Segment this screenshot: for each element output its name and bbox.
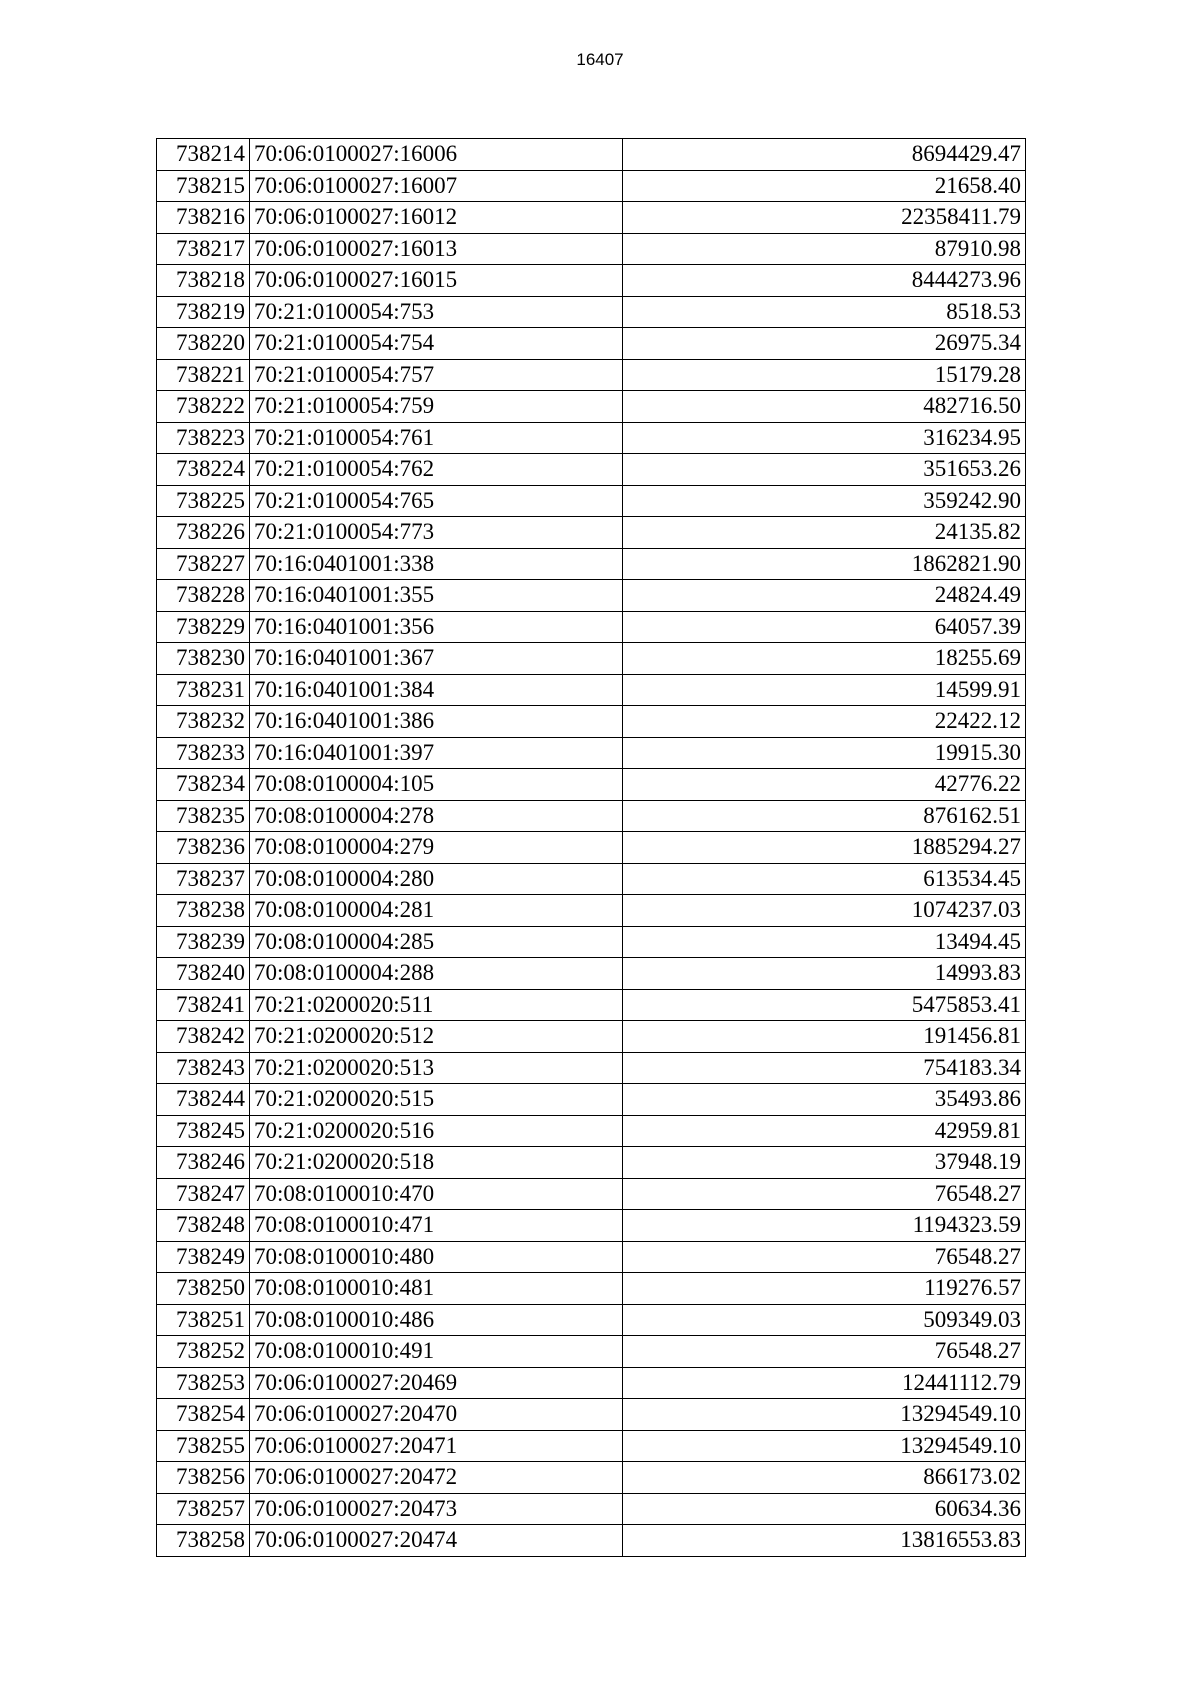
cadastral-number-cell: 70:08:0100004:280 bbox=[250, 863, 623, 895]
cadastral-number-cell: 70:16:0401001:386 bbox=[250, 706, 623, 738]
row-number-cell: 738215 bbox=[157, 170, 250, 202]
page-number: 16407 bbox=[576, 50, 624, 69]
table-row bbox=[157, 895, 1026, 927]
row-number-cell: 738228 bbox=[157, 580, 250, 612]
cadastral-number-cell: 70:08:0100010:486 bbox=[250, 1304, 623, 1336]
table-row bbox=[157, 1241, 1026, 1273]
table-row bbox=[157, 958, 1026, 990]
row-number-cell: 738221 bbox=[157, 359, 250, 391]
cadastral-value-cell: 13294549.10 bbox=[623, 1430, 1026, 1462]
cadastral-number-cell: 70:21:0200020:511 bbox=[250, 989, 623, 1021]
row-number-cell: 738218 bbox=[157, 265, 250, 297]
cadastral-number-cell: 70:21:0100054:762 bbox=[250, 454, 623, 486]
cadastral-number-cell: 70:21:0200020:512 bbox=[250, 1021, 623, 1053]
cadastral-value-cell: 42959.81 bbox=[623, 1115, 1026, 1147]
table-row bbox=[157, 1147, 1026, 1179]
table-row bbox=[157, 359, 1026, 391]
cadastral-value-cell: 876162.51 bbox=[623, 800, 1026, 832]
cadastral-number-cell: 70:06:0100027:20472 bbox=[250, 1462, 623, 1494]
row-number-cell: 738235 bbox=[157, 800, 250, 832]
table-row bbox=[157, 580, 1026, 612]
row-number-cell: 738233 bbox=[157, 737, 250, 769]
cadastral-number-cell: 70:06:0100027:16006 bbox=[250, 139, 623, 171]
table-row bbox=[157, 611, 1026, 643]
table-row bbox=[157, 989, 1026, 1021]
row-number-cell: 738227 bbox=[157, 548, 250, 580]
row-number-cell: 738239 bbox=[157, 926, 250, 958]
cadastral-number-cell: 70:06:0100027:20471 bbox=[250, 1430, 623, 1462]
cadastral-value-cell: 87910.98 bbox=[623, 233, 1026, 265]
row-number-cell: 738225 bbox=[157, 485, 250, 517]
cadastral-number-cell: 70:06:0100027:16012 bbox=[250, 202, 623, 234]
cadastral-number-cell: 70:08:0100010:491 bbox=[250, 1336, 623, 1368]
table-row bbox=[157, 517, 1026, 549]
row-number-cell: 738216 bbox=[157, 202, 250, 234]
table-row bbox=[157, 1084, 1026, 1116]
cadastral-value-cell: 13294549.10 bbox=[623, 1399, 1026, 1431]
cadastral-value-cell: 8694429.47 bbox=[623, 139, 1026, 171]
cadastral-number-cell: 70:06:0100027:20473 bbox=[250, 1493, 623, 1525]
cadastral-number-cell: 70:08:0100004:279 bbox=[250, 832, 623, 864]
cadastral-number-cell: 70:21:0100054:754 bbox=[250, 328, 623, 360]
row-number-cell: 738223 bbox=[157, 422, 250, 454]
cadastral-value-cell: 5475853.41 bbox=[623, 989, 1026, 1021]
row-number-cell: 738249 bbox=[157, 1241, 250, 1273]
cadastral-value-cell: 8444273.96 bbox=[623, 265, 1026, 297]
row-number-cell: 738244 bbox=[157, 1084, 250, 1116]
cadastral-number-cell: 70:21:0200020:518 bbox=[250, 1147, 623, 1179]
cadastral-value-cell: 14993.83 bbox=[623, 958, 1026, 990]
cadastral-value-cell: 26975.34 bbox=[623, 328, 1026, 360]
cadastral-value-cell: 76548.27 bbox=[623, 1241, 1026, 1273]
table-row bbox=[157, 1115, 1026, 1147]
row-number-cell: 738220 bbox=[157, 328, 250, 360]
table-row bbox=[157, 1525, 1026, 1557]
table-row bbox=[157, 296, 1026, 328]
table-row bbox=[157, 1493, 1026, 1525]
table-row bbox=[157, 1367, 1026, 1399]
row-number-cell: 738217 bbox=[157, 233, 250, 265]
cadastral-value-cell: 509349.03 bbox=[623, 1304, 1026, 1336]
cadastral-value-cell: 42776.22 bbox=[623, 769, 1026, 801]
cadastral-number-cell: 70:06:0100027:16007 bbox=[250, 170, 623, 202]
row-number-cell: 738230 bbox=[157, 643, 250, 675]
cadastral-number-cell: 70:21:0100054:773 bbox=[250, 517, 623, 549]
row-number-cell: 738219 bbox=[157, 296, 250, 328]
row-number-cell: 738248 bbox=[157, 1210, 250, 1242]
cadastral-number-cell: 70:16:0401001:355 bbox=[250, 580, 623, 612]
cadastral-value-cell: 1862821.90 bbox=[623, 548, 1026, 580]
row-number-cell: 738254 bbox=[157, 1399, 250, 1431]
cadastral-value-cell: 12441112.79 bbox=[623, 1367, 1026, 1399]
row-number-cell: 738224 bbox=[157, 454, 250, 486]
cadastral-number-cell: 70:06:0100027:16013 bbox=[250, 233, 623, 265]
cadastral-value-cell: 14599.91 bbox=[623, 674, 1026, 706]
table-row bbox=[157, 1210, 1026, 1242]
table-row bbox=[157, 265, 1026, 297]
cadastral-number-cell: 70:16:0401001:384 bbox=[250, 674, 623, 706]
row-number-cell: 738229 bbox=[157, 611, 250, 643]
cadastral-value-cell: 37948.19 bbox=[623, 1147, 1026, 1179]
cadastral-value-cell: 351653.26 bbox=[623, 454, 1026, 486]
cadastral-number-cell: 70:16:0401001:397 bbox=[250, 737, 623, 769]
cadastral-value-cell: 119276.57 bbox=[623, 1273, 1026, 1305]
cadastral-value-cell: 316234.95 bbox=[623, 422, 1026, 454]
cadastral-number-cell: 70:16:0401001:367 bbox=[250, 643, 623, 675]
table-row bbox=[157, 139, 1026, 171]
cadastral-number-cell: 70:08:0100010:470 bbox=[250, 1178, 623, 1210]
table-row bbox=[157, 769, 1026, 801]
cadastral-value-cell: 24824.49 bbox=[623, 580, 1026, 612]
table-row bbox=[157, 1178, 1026, 1210]
row-number-cell: 738242 bbox=[157, 1021, 250, 1053]
cadastral-number-cell: 70:08:0100004:285 bbox=[250, 926, 623, 958]
table-row bbox=[157, 863, 1026, 895]
row-number-cell: 738240 bbox=[157, 958, 250, 990]
cadastral-number-cell: 70:21:0200020:515 bbox=[250, 1084, 623, 1116]
table-row bbox=[157, 737, 1026, 769]
row-number-cell: 738251 bbox=[157, 1304, 250, 1336]
cadastral-value-cell: 15179.28 bbox=[623, 359, 1026, 391]
cadastral-number-cell: 70:16:0401001:356 bbox=[250, 611, 623, 643]
table-row bbox=[157, 422, 1026, 454]
table-row bbox=[157, 1273, 1026, 1305]
cadastral-number-cell: 70:06:0100027:16015 bbox=[250, 265, 623, 297]
cadastral-number-cell: 70:21:0100054:761 bbox=[250, 422, 623, 454]
cadastral-number-cell: 70:08:0100004:105 bbox=[250, 769, 623, 801]
table-row bbox=[157, 674, 1026, 706]
cadastral-number-cell: 70:06:0100027:20474 bbox=[250, 1525, 623, 1557]
row-number-cell: 738226 bbox=[157, 517, 250, 549]
cadastral-number-cell: 70:08:0100004:281 bbox=[250, 895, 623, 927]
table-row bbox=[157, 800, 1026, 832]
table-row bbox=[157, 454, 1026, 486]
table-row bbox=[157, 485, 1026, 517]
row-number-cell: 738247 bbox=[157, 1178, 250, 1210]
cadastral-number-cell: 70:08:0100004:278 bbox=[250, 800, 623, 832]
cadastral-number-cell: 70:06:0100027:20469 bbox=[250, 1367, 623, 1399]
row-number-cell: 738252 bbox=[157, 1336, 250, 1368]
cadastral-value-cell: 613534.45 bbox=[623, 863, 1026, 895]
cadastral-value-cell: 1194323.59 bbox=[623, 1210, 1026, 1242]
cadastral-number-cell: 70:21:0200020:513 bbox=[250, 1052, 623, 1084]
row-number-cell: 738232 bbox=[157, 706, 250, 738]
cadastral-value-cell: 482716.50 bbox=[623, 391, 1026, 423]
cadastral-number-cell: 70:21:0100054:757 bbox=[250, 359, 623, 391]
table-row bbox=[157, 170, 1026, 202]
table-row bbox=[157, 1021, 1026, 1053]
cadastral-value-cell: 18255.69 bbox=[623, 643, 1026, 675]
cadastral-number-cell: 70:08:0100004:288 bbox=[250, 958, 623, 990]
row-number-cell: 738234 bbox=[157, 769, 250, 801]
row-number-cell: 738246 bbox=[157, 1147, 250, 1179]
cadastral-value-table bbox=[156, 138, 1026, 1557]
table-row bbox=[157, 1052, 1026, 1084]
cadastral-value-cell: 1074237.03 bbox=[623, 895, 1026, 927]
cadastral-value-cell: 1885294.27 bbox=[623, 832, 1026, 864]
table-row bbox=[157, 926, 1026, 958]
table-row bbox=[157, 643, 1026, 675]
row-number-cell: 738253 bbox=[157, 1367, 250, 1399]
cadastral-number-cell: 70:21:0200020:516 bbox=[250, 1115, 623, 1147]
cadastral-value-cell: 35493.86 bbox=[623, 1084, 1026, 1116]
table-row bbox=[157, 1462, 1026, 1494]
table-row bbox=[157, 548, 1026, 580]
cadastral-number-cell: 70:21:0100054:753 bbox=[250, 296, 623, 328]
row-number-cell: 738222 bbox=[157, 391, 250, 423]
cadastral-value-cell: 21658.40 bbox=[623, 170, 1026, 202]
row-number-cell: 738256 bbox=[157, 1462, 250, 1494]
cadastral-number-cell: 70:08:0100010:471 bbox=[250, 1210, 623, 1242]
table-row bbox=[157, 706, 1026, 738]
row-number-cell: 738255 bbox=[157, 1430, 250, 1462]
row-number-cell: 738238 bbox=[157, 895, 250, 927]
row-number-cell: 738258 bbox=[157, 1525, 250, 1557]
row-number-cell: 738236 bbox=[157, 832, 250, 864]
row-number-cell: 738243 bbox=[157, 1052, 250, 1084]
cadastral-number-cell: 70:08:0100010:481 bbox=[250, 1273, 623, 1305]
cadastral-value-cell: 8518.53 bbox=[623, 296, 1026, 328]
cadastral-number-cell: 70:21:0100054:765 bbox=[250, 485, 623, 517]
table-row bbox=[157, 328, 1026, 360]
row-number-cell: 738237 bbox=[157, 863, 250, 895]
table-row bbox=[157, 391, 1026, 423]
cadastral-value-cell: 191456.81 bbox=[623, 1021, 1026, 1053]
cadastral-value-cell: 76548.27 bbox=[623, 1178, 1026, 1210]
cadastral-value-cell: 60634.36 bbox=[623, 1493, 1026, 1525]
cadastral-value-cell: 19915.30 bbox=[623, 737, 1026, 769]
cadastral-value-cell: 22422.12 bbox=[623, 706, 1026, 738]
row-number-cell: 738250 bbox=[157, 1273, 250, 1305]
cadastral-value-cell: 76548.27 bbox=[623, 1336, 1026, 1368]
cadastral-value-cell: 13816553.83 bbox=[623, 1525, 1026, 1557]
cadastral-number-cell: 70:16:0401001:338 bbox=[250, 548, 623, 580]
table-row bbox=[157, 202, 1026, 234]
row-number-cell: 738241 bbox=[157, 989, 250, 1021]
cadastral-number-cell: 70:06:0100027:20470 bbox=[250, 1399, 623, 1431]
row-number-cell: 738214 bbox=[157, 139, 250, 171]
cadastral-number-cell: 70:21:0100054:759 bbox=[250, 391, 623, 423]
table-row bbox=[157, 832, 1026, 864]
row-number-cell: 738257 bbox=[157, 1493, 250, 1525]
cadastral-value-cell: 359242.90 bbox=[623, 485, 1026, 517]
cadastral-number-cell: 70:08:0100010:480 bbox=[250, 1241, 623, 1273]
cadastral-value-cell: 754183.34 bbox=[623, 1052, 1026, 1084]
table-row bbox=[157, 1399, 1026, 1431]
table-row bbox=[157, 1430, 1026, 1462]
table-body bbox=[157, 139, 1026, 1557]
cadastral-value-cell: 64057.39 bbox=[623, 611, 1026, 643]
row-number-cell: 738231 bbox=[157, 674, 250, 706]
cadastral-value-cell: 13494.45 bbox=[623, 926, 1026, 958]
table-row bbox=[157, 233, 1026, 265]
cadastral-value-cell: 22358411.79 bbox=[623, 202, 1026, 234]
cadastral-value-cell: 866173.02 bbox=[623, 1462, 1026, 1494]
cadastral-value-cell: 24135.82 bbox=[623, 517, 1026, 549]
table-row bbox=[157, 1336, 1026, 1368]
table-row bbox=[157, 1304, 1026, 1336]
row-number-cell: 738245 bbox=[157, 1115, 250, 1147]
